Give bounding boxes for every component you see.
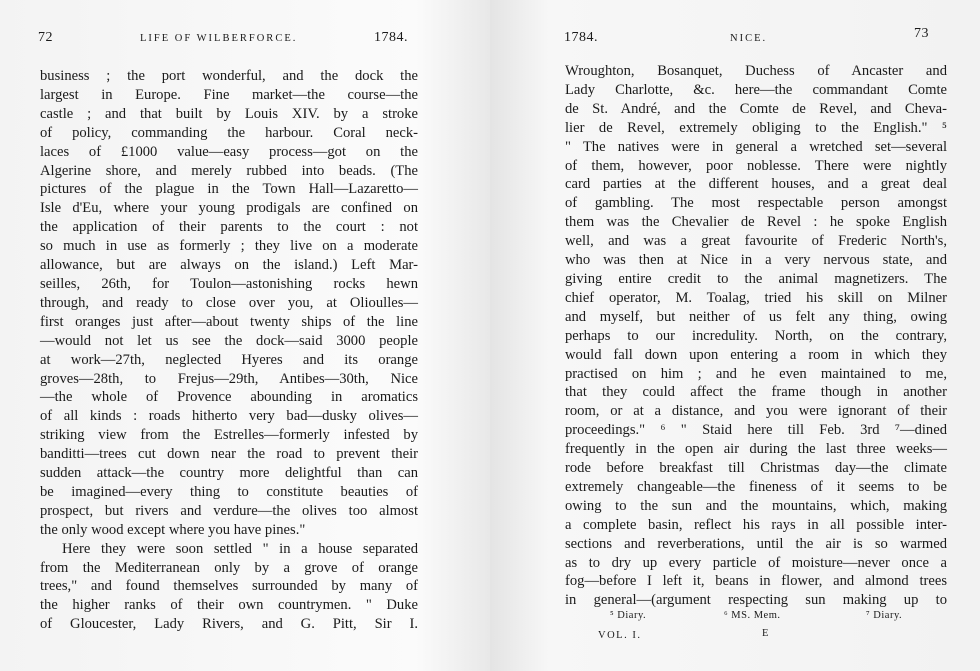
text-line: the application of their parents to the court : not (40, 219, 418, 236)
text-line: extremely changeable—the fineness of it seems to be (565, 478, 947, 495)
text-line: would fall down upon entering a room in which they (565, 346, 947, 363)
text-line: groves—28th, to Frejus—29th, Antibes—30th, Nice (40, 370, 418, 387)
text-line: the higher ranks of their own countrymen. " Duke (40, 597, 418, 614)
text-line: well, and was a great favourite of Frederic North's, (565, 233, 947, 250)
text-line: Lady Charlotte, &c. here—the commandant Comte (565, 81, 947, 98)
text-line: card parties at the different houses, and a great deal (565, 176, 947, 193)
text-line: through, and ready to close over you, at Olioulles— (40, 294, 418, 311)
page-number: 72 (38, 30, 53, 45)
text-line: banditti—trees cut down near the road to prevent their (40, 446, 418, 463)
running-title: LIFE OF WILBERFORCE. (140, 33, 298, 44)
text-line: of policy, commanding the harbour. Coral neck- (40, 124, 418, 141)
text-line: rode before breakfast till Christmas day—the climate (565, 460, 947, 477)
right-page-body (565, 62, 947, 610)
text-line: chief operator, M. Toalag, tried his skill on Milner (565, 289, 947, 306)
text-line: sections and reverberations, until the air is so warmed (565, 535, 947, 552)
right-page (490, 0, 980, 671)
text-line: a complete basin, reflect his rays in all possible inter- (565, 516, 947, 533)
text-line: giving entire credit to the animal magnetizers. The (565, 270, 947, 287)
text-line: of them, however, poor noblesse. There were nightly (565, 157, 947, 174)
text-line: at work—27th, neglected Hyeres and its orange (40, 351, 418, 368)
text-line: Algerine shore, and merely rubbed into beads. (The (40, 162, 418, 179)
text-line: proceedings." ⁶ " Staid here till Feb. 3rd ⁷—dined (565, 422, 947, 439)
footnote: ⁵ Diary. (610, 610, 647, 621)
text-line: first oranges just after—about twenty ships of the line (40, 313, 418, 330)
text-line: " The natives were in general a wretched set—several (565, 138, 947, 155)
volume-signature: VOL. I. (598, 630, 642, 641)
page-number: 73 (914, 26, 929, 41)
text-line: Wroughton, Bosanquet, Duchess of Ancaster and (565, 63, 947, 79)
text-line: trees," and found themselves surrounded by many of (40, 578, 418, 595)
text-line: owing to the sun and the mountains, which, making (565, 497, 947, 514)
footnote: ⁷ Diary. (866, 610, 903, 621)
text-line: castle ; and that built by Louis XIV. by a stroke (40, 105, 418, 122)
text-line: from the Mediterranean only by a grove of orange (40, 559, 418, 576)
running-title: NICE. (730, 33, 768, 44)
text-line: the only wood except where you have pines." (40, 521, 306, 538)
text-line: so much in use as formerly ; they live on a moderate (40, 238, 418, 255)
text-line: Isle d'Eu, where your young prodigals are confined on (40, 200, 418, 217)
text-line: them was the Chevalier de Revel : he spoke English (565, 214, 947, 231)
text-line: practised on him ; and he even maintained to me, (565, 365, 947, 382)
text-line: allowance, but are always on the island.) Left Mar- (40, 257, 418, 274)
text-line: frequently in the open air during the last three weeks— (565, 441, 947, 458)
text-line: that they could affect the frame though in another (565, 384, 947, 401)
footnote: ⁶ MS. Mem. (724, 610, 781, 621)
text-line: de St. André, and the Comte de Revel, and Cheva- (565, 100, 947, 117)
text-line: who was then at Nice in a very nervous state, and (565, 252, 947, 269)
text-line: as to dry up every particle of moisture—never once a (565, 554, 947, 571)
text-line: striking view from the Estrelles—formerly infested by (40, 427, 418, 444)
text-line: business ; the port wonderful, and the dock the (40, 68, 418, 84)
text-line: be imagined—every thing to constitute beauties of (40, 483, 418, 500)
text-line: in general—(argument respecting sun making up to (565, 592, 947, 609)
text-line: largest in Europe. Fine market—the course—the (40, 86, 418, 103)
text-line: Here they were soon settled " in a house separated (62, 540, 418, 557)
text-line: sudden attack—the country more delightful than can (40, 465, 418, 482)
gathering-signature: E (762, 628, 770, 639)
text-line: laces of £1000 value—easy process—got on the (40, 143, 418, 160)
text-line: pictures of the plague in the Town Hall—Lazaretto— (40, 181, 418, 198)
text-line: perhaps to our incredulity. North, on the contrary, (565, 327, 947, 344)
text-line: lier de Revel, extremely obliging to the English." ⁵ (565, 119, 947, 136)
text-line: —would not let us see the dock—said 3000 people (40, 332, 418, 349)
text-line: fog—before I left it, beans in flower, and almond trees (565, 573, 947, 590)
left-page-body (40, 67, 418, 634)
text-line: and myself, but neither of us felt any thing, owing (565, 308, 947, 325)
text-line: —the whole of Provence abounding in aromatics (40, 389, 418, 406)
text-line: of gambling. The most respectable person amongst (565, 195, 947, 212)
text-line: of Gloucester, Lady Rivers, and G. Pitt, Sir I. (40, 616, 418, 633)
text-line: prospect, but rivers and verdure—the olives too almost (40, 502, 418, 519)
text-line: seilles, 26th, for Toulon—astonishing rocks hewn (40, 275, 418, 292)
text-line: of all kinds : roads hitherto very bad—dusky olives— (40, 408, 418, 425)
header-year: 1784. (564, 30, 598, 45)
header-year: 1784. (374, 30, 408, 45)
text-line: room, or at a distance, and you were ignorant of their (565, 403, 947, 420)
